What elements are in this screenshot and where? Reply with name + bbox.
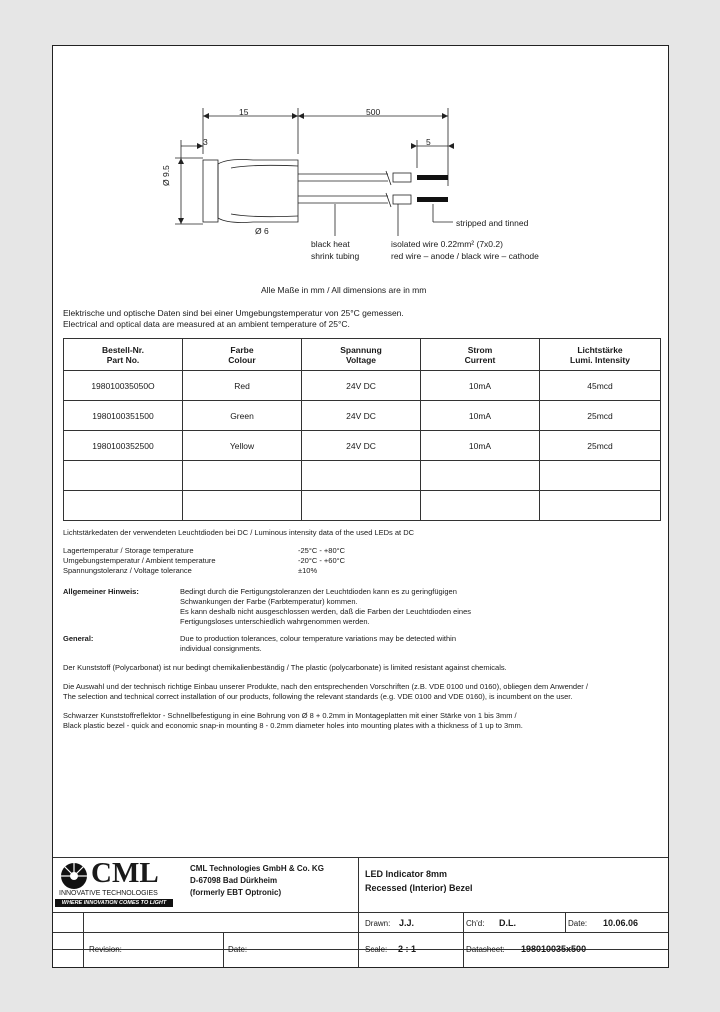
label-wire-2: red wire – anode / black wire – cathode xyxy=(391,251,539,261)
bezel-note: Schwarzer Kunststoffreflektor - Schnellbefestigung in eine Bohrung von Ø 8 + 0.2mm in Montageplatten mit einer Stärke von 1 bis 3mm / xyxy=(63,711,517,720)
table-row-empty xyxy=(64,491,661,521)
header-part: Bestell-Nr. Part No. xyxy=(64,339,183,371)
logo-subtitle: INNOVATIVE TECHNOLOGIES xyxy=(59,890,158,897)
dim-label-500: 500 xyxy=(366,107,381,117)
checked-value: D.L. xyxy=(499,918,516,928)
cell-intensity: 25mcd xyxy=(540,401,661,431)
dimensions-note: Alle Maße in mm / All dimensions are in mm xyxy=(261,285,427,295)
bezel-body xyxy=(218,160,298,223)
cell-part: 1980100351500 xyxy=(64,401,183,431)
general-label-de: Allgemeiner Hinweis: xyxy=(63,587,139,596)
plastic-note: Der Kunststoff (Polycarbonat) ist nur bedingt chemikalienbeständig / The plastic (polycarbonate) is limited resistant against chemicals. xyxy=(63,663,507,672)
cell-voltage: 24V DC xyxy=(302,401,421,431)
spec-label: Umgebungstemperatur / Ambient temperature xyxy=(63,556,216,565)
cml-logo-text: CML xyxy=(91,857,159,889)
cell-voltage: 24V DC xyxy=(302,371,421,401)
revision-date-label: Date: xyxy=(228,945,248,954)
bezel-collar xyxy=(203,160,218,222)
general-text-en: individual consignments. xyxy=(180,644,262,653)
bezel-note: Black plastic bezel - quick and economic snap-in mounting 8 - 0.2mm diameter holes into mounting plates with a thickness of 1 up to 3mm. xyxy=(63,721,523,730)
cell-intensity: 25mcd xyxy=(540,431,661,461)
scale-value: 2 : 1 xyxy=(398,944,417,954)
cell-colour: Green xyxy=(183,401,302,431)
header-intensity: Lichtstärke Lumi. Intensity xyxy=(540,339,661,371)
general-text-de: Fertigungsloses unterschiedlich wahrgenommen werden. xyxy=(180,617,370,626)
label-stripped: stripped and tinned xyxy=(456,218,529,228)
selection-note: Die Auswahl und der technisch richtige Einbau unserer Produkte, nach den entsprechenden Vorschriften (z.B. VDE 0100 und 0160), obliegen dem Anwender / xyxy=(63,682,588,691)
temp-note-de: Elektrische und optische Daten sind bei einer Umgebungstemperatur von 25°C gemessen. xyxy=(63,308,404,318)
table-row xyxy=(64,371,661,401)
logo-tagline: WHERE INNOVATION COMES TO LIGHT xyxy=(55,899,173,907)
table-row xyxy=(64,431,661,461)
table-row-empty xyxy=(64,461,661,491)
label-heat-2: shrink tubing xyxy=(311,251,360,261)
spec-value: -25°C - +80°C xyxy=(298,546,346,555)
dim-label-3: 3 xyxy=(203,137,208,147)
header-colour: Farbe Colour xyxy=(183,339,302,371)
dim-label-diameter: Ø 9.5 xyxy=(161,165,171,186)
drawn-value: J.J. xyxy=(399,918,415,928)
general-text-de: Schwankungen der Farbe (Farbtemperatur) kommen. xyxy=(180,597,358,606)
cell-intensity: 45mcd xyxy=(540,371,661,401)
selection-note: The selection and technical correct installation of our products, following the relevant standards (e.g. VDE 0100 and VDE 0160), is incumbent on the user. xyxy=(63,692,573,701)
general-label-en: General: xyxy=(63,634,94,643)
table-header-row xyxy=(64,339,661,371)
datasheet-sheet xyxy=(52,45,669,968)
dim-label-5: 5 xyxy=(426,137,431,147)
technical-drawing xyxy=(53,46,668,296)
cml-logo-icon xyxy=(59,861,89,891)
date-label: Date: xyxy=(568,919,588,928)
datasheet-value: 198010035x500 xyxy=(521,944,587,954)
cell-colour: Red xyxy=(183,371,302,401)
cell-current: 10mA xyxy=(421,431,540,461)
scale-label: Scale: xyxy=(365,945,388,954)
title-block xyxy=(53,857,668,967)
lumi-note: Lichtstärkedaten der verwendeten Leuchtdioden bei DC / Luminous intensity data of the used LEDs at DC xyxy=(63,528,415,537)
cell-current: 10mA xyxy=(421,371,540,401)
spec-label: Spannungstoleranz / Voltage tolerance xyxy=(63,566,192,575)
cell-current: 10mA xyxy=(421,401,540,431)
product-subtitle: Recessed (Interior) Bezel xyxy=(365,883,473,893)
general-text-de: Es kann deshalb nicht ausgeschlossen werden, daß die Farben der Leuchtdioden eines xyxy=(180,607,472,616)
checked-label: Ch'd: xyxy=(466,919,485,928)
company-line: CML Technologies GmbH & Co. KG xyxy=(190,864,324,873)
cell-part: 1980100352500 xyxy=(64,431,183,461)
label-heat-1: black heat xyxy=(311,239,350,249)
dim-label-diameter-inner: Ø 6 xyxy=(255,226,269,236)
header-current: Strom Current xyxy=(421,339,540,371)
table-row xyxy=(64,401,661,431)
datasheet-label: Datasheet: xyxy=(466,945,505,954)
company-line: (formerly EBT Optronic) xyxy=(190,888,282,897)
dim-label-15: 15 xyxy=(239,107,249,117)
general-text-en: Due to production tolerances, colour temperature variations may be detected within xyxy=(180,634,456,643)
stripped-end-black xyxy=(417,197,448,202)
cell-voltage: 24V DC xyxy=(302,431,421,461)
revision-label: Revision: xyxy=(89,945,122,954)
general-text-de: Bedingt durch die Fertigungstoleranzen der Leuchtdioden kann es zu geringfügigen xyxy=(180,587,457,596)
company-line: D-67098 Bad Dürkheim xyxy=(190,876,278,885)
spec-value: -20°C - +60°C xyxy=(298,556,346,565)
cell-colour: Yellow xyxy=(183,431,302,461)
drawn-label: Drawn: xyxy=(365,919,391,928)
temp-note-en: Electrical and optical data are measured at an ambient temperature of 25°C. xyxy=(63,319,350,329)
spec-label: Lagertemperatur / Storage temperature xyxy=(63,546,194,555)
date-value: 10.06.06 xyxy=(603,918,639,928)
product-title: LED Indicator 8mm xyxy=(365,869,448,879)
stripped-end-red xyxy=(417,175,448,180)
label-wire-1: isolated wire 0.22mm² (7x0.2) xyxy=(391,239,503,249)
header-voltage: Spannung Voltage xyxy=(302,339,421,371)
cell-part: 198010035050O xyxy=(64,371,183,401)
spec-value: ±10% xyxy=(298,566,318,575)
spec-table xyxy=(63,338,661,521)
